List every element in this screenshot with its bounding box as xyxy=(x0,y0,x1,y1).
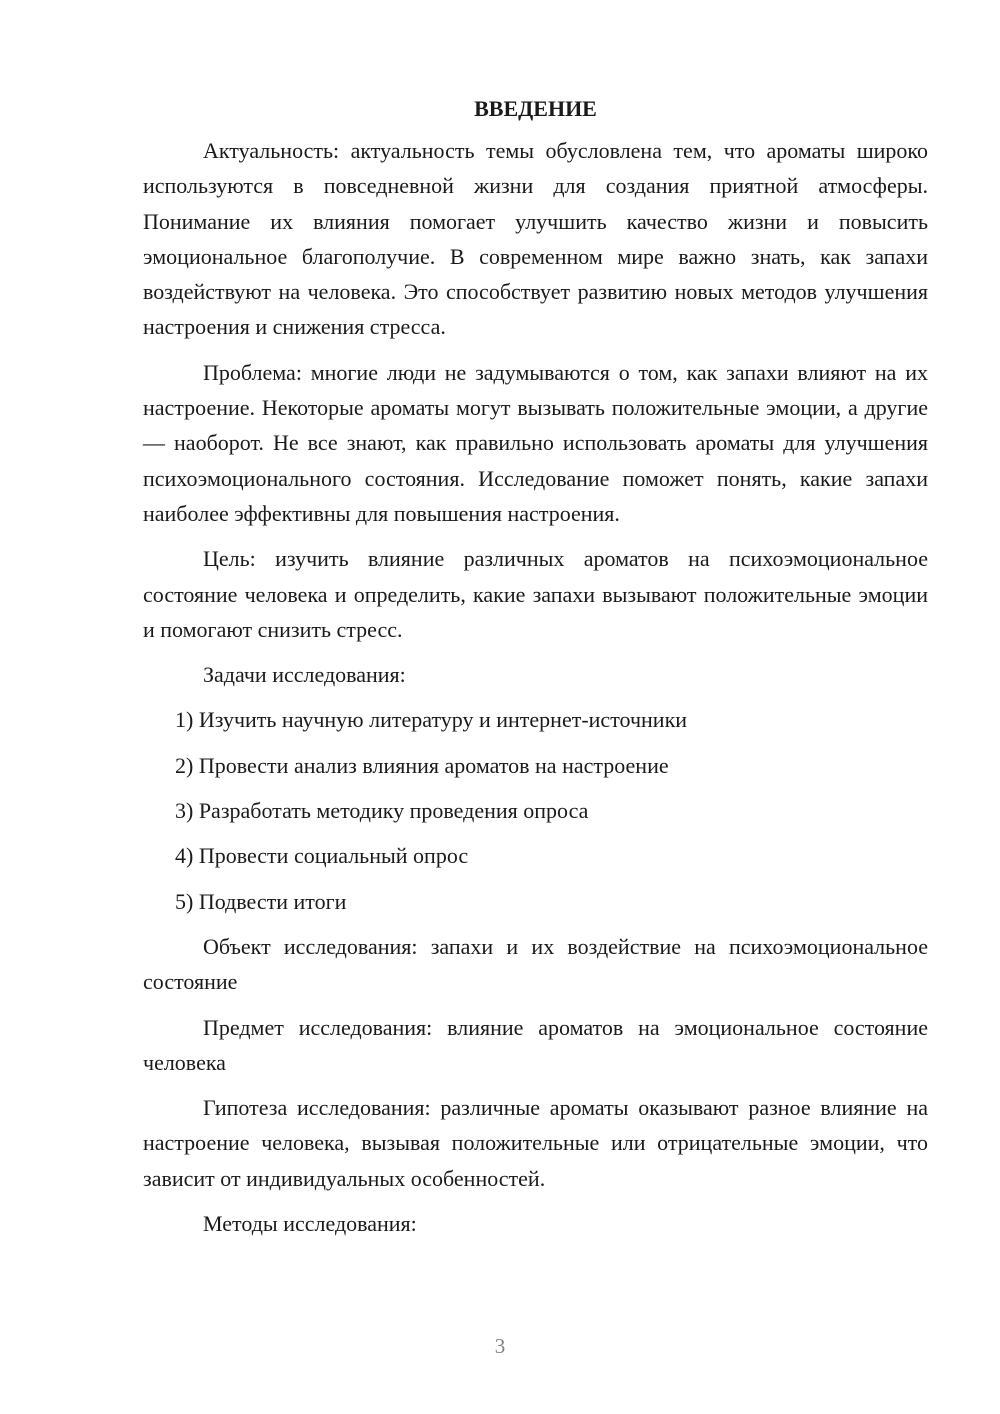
problem-paragraph: Проблема: многие люди не задумываются о том, как запахи влияют на их настроение. Некоторые ароматы могут вызывать положительные эмоции, а другие — наоборот. Не все знают, как правильно использовать ароматы для улучшения психоэмоционального состояния. Исследование поможет понять, какие запахи наиболее эффективны для повышения настроения. xyxy=(143,359,928,526)
page-number: 3 xyxy=(494,1334,506,1358)
tasks-heading: Задачи исследования: xyxy=(203,662,406,688)
subject-paragraph: Предмет исследования: влияние ароматов на эмоциональное состояние человека xyxy=(143,1014,928,1075)
list-item: 4) Провести социальный опрос xyxy=(175,843,469,869)
relevance-paragraph: Актуальность: актуальность темы обусловлена тем, что ароматы широко используются в повседневной жизни для создания приятной атмосферы. Понимание их влияния помогает улучшить качество жизни и повысить эмоциональное благополучие. В современном мире важно знать, как запахи воздействуют на человека. Это способствует развитию новых методов улучшения настроения и снижения стресса. xyxy=(143,138,928,340)
list-item: 3) Разработать методику проведения опроса xyxy=(175,798,589,824)
goal-paragraph: Цель: изучить влияние различных ароматов на психоэмоциональное состояние человека и определить, какие запахи вызывают положительные эмоции и помогают снизить стресс. xyxy=(143,546,928,642)
hypothesis-paragraph: Гипотеза исследования: различные ароматы оказывают разное влияние на настроение человека, вызывая положительные или отрицательные эмоции, что зависит от индивидуальных особенностей. xyxy=(143,1095,928,1191)
list-item: 2) Провести анализ влияния ароматов на настроение xyxy=(175,752,669,778)
tasks-list xyxy=(143,702,928,918)
list-item: 5) Подвести итоги xyxy=(175,888,347,914)
document-page xyxy=(143,92,928,1251)
page-title: ВВЕДЕНИЕ xyxy=(474,96,597,121)
list-item: 1) Изучить научную литературу и интернет-источники xyxy=(175,707,688,733)
methods-paragraph: Методы исследования: xyxy=(203,1211,417,1237)
object-paragraph: Объект исследования: запахи и их воздействие на психоэмоциональное состояние xyxy=(143,933,928,995)
